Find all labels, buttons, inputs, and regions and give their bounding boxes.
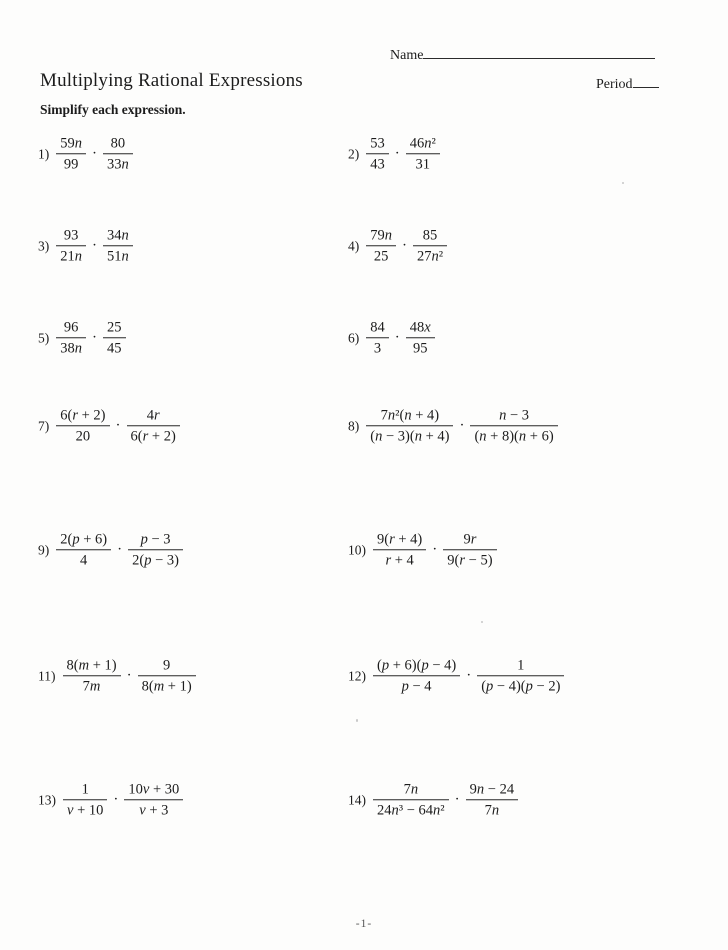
second-fraction-numerator: 9n − 24 [466,781,518,800]
first-fraction-denominator: (n − 3)(n + 4) [370,428,450,445]
first-fraction [56,407,109,444]
multiplication-dot-icon: · [394,145,400,162]
problem-number: 8) [348,418,360,433]
first-fraction-denominator: 21n [60,248,82,265]
second-fraction-numerator: 46n² [406,135,440,154]
second-fraction-numerator: 9r [443,531,496,550]
problem-item [348,227,447,264]
first-fraction [366,319,389,356]
problem-cell [38,407,180,444]
multiplication-dot-icon: · [92,145,97,162]
first-fraction-numerator: 93 [56,227,86,246]
page-number: -1- [355,918,373,930]
problem-row [38,126,700,182]
second-fraction-numerator: 1 [477,657,564,676]
problem-number: 7) [38,418,50,433]
scan-artifact [622,182,624,184]
problem-number: 10) [348,542,366,557]
second-fraction [128,531,183,568]
second-fraction-denominator: 31 [415,156,431,173]
problem-cell [348,781,518,818]
problem-item [348,407,558,444]
first-fraction-numerator: 2(p + 6) [56,531,111,550]
problem-number: 14) [348,792,366,807]
problem-cell [38,657,196,694]
first-fraction-numerator: 7n²(n + 4) [366,407,453,426]
second-fraction-denominator: 95 [412,340,428,357]
problem-cell [348,407,558,444]
problem-number: 6) [348,330,360,345]
first-fraction-denominator: 4 [80,552,88,569]
problem-row [38,648,700,704]
problem-cell [38,781,183,818]
problem-number: 11) [38,668,56,683]
first-fraction-denominator: v + 10 [67,802,104,819]
problem-number: 5) [38,330,50,345]
first-fraction-numerator: 1 [63,781,107,800]
period-label: Period [596,77,633,92]
first-fraction-numerator: 96 [56,319,86,338]
first-fraction [366,135,389,172]
first-fraction [63,781,107,818]
problem-number: 12) [348,668,366,683]
problem-item [348,657,564,694]
first-fraction-numerator: 79n [366,227,396,246]
problem-row [38,398,700,454]
first-fraction [56,531,111,568]
multiplication-dot-icon: · [466,667,472,684]
instructions-text: Simplify each expression. [40,102,186,117]
first-fraction-denominator: 7m [82,678,101,695]
problem-number: 9) [38,542,50,557]
first-fraction [56,319,86,356]
problem-item [38,227,133,264]
first-fraction [56,135,86,172]
second-fraction-numerator: n − 3 [470,407,557,426]
period-row [596,74,659,93]
second-fraction [406,135,440,172]
first-fraction-numerator: 59n [56,135,86,154]
problem-item [348,319,435,356]
problem-item [348,781,518,818]
problem-cell [348,531,497,568]
second-fraction [124,781,183,818]
second-fraction [103,135,133,172]
problem-cell [38,135,133,172]
second-fraction-numerator: 4r [127,407,180,426]
first-fraction [373,531,426,568]
problem-row [38,772,700,828]
second-fraction-denominator: v + 3 [139,802,169,819]
problem-cell [38,227,133,264]
problem-item [38,531,183,568]
first-fraction-numerator: 8(m + 1) [63,657,121,676]
second-fraction-denominator: 7n [484,802,500,819]
problem-number: 2) [348,146,360,161]
second-fraction-numerator: 34n [103,227,133,246]
multiplication-dot-icon: · [432,541,438,558]
first-fraction-denominator: 20 [75,428,91,445]
first-fraction-numerator: 6(r + 2) [56,407,109,426]
second-fraction-numerator: 10v + 30 [124,781,183,800]
second-fraction-denominator: 51n [107,248,129,265]
scan-artifact [481,621,483,623]
first-fraction-denominator: 24n³ − 64n² [377,802,445,819]
second-fraction-denominator: (p − 4)(p − 2) [481,678,561,695]
second-fraction-denominator: 33n [107,156,129,173]
multiplication-dot-icon: · [92,329,97,346]
multiplication-dot-icon: · [126,667,132,684]
multiplication-dot-icon: · [92,237,97,254]
first-fraction-denominator: 99 [63,156,79,173]
first-fraction-denominator: r + 4 [385,552,414,569]
first-fraction-numerator: (p + 6)(p − 4) [373,657,460,676]
problem-cell [38,531,183,568]
second-fraction [443,531,496,568]
multiplication-dot-icon: · [115,417,121,434]
second-fraction-denominator: 2(p − 3) [132,552,179,569]
second-fraction-numerator: p − 3 [128,531,183,550]
first-fraction [373,781,449,818]
problem-row [38,310,700,366]
problem-item [348,531,497,568]
second-fraction-numerator: 80 [103,135,133,154]
first-fraction-denominator: 3 [373,340,382,357]
problem-number: 13) [38,792,56,807]
problem-cell [38,319,126,356]
problem-row [38,522,700,578]
first-fraction-numerator: 9(r + 4) [373,531,426,550]
first-fraction-denominator: 38n [60,340,82,357]
second-fraction [103,319,126,356]
problem-number: 4) [348,238,360,253]
second-fraction-denominator: 6(r + 2) [130,428,176,445]
first-fraction [63,657,121,694]
second-fraction [138,657,196,694]
second-fraction-denominator: 27n² [417,248,444,265]
problem-number: 1) [38,146,50,161]
scan-artifact [356,719,358,722]
second-fraction-denominator: (n + 8)(n + 6) [474,428,554,445]
multiplication-dot-icon: · [394,329,400,346]
period-blank-line [633,74,659,88]
second-fraction [127,407,180,444]
second-fraction-numerator: 9 [138,657,196,676]
problem-cell [348,227,447,264]
page-title: Multiplying Rational Expressions [40,70,303,91]
name-blank-line [423,44,655,59]
multiplication-dot-icon: · [113,791,119,808]
multiplication-dot-icon: · [459,417,465,434]
first-fraction-denominator: p − 4 [401,678,432,695]
problem-cell [348,657,564,694]
second-fraction [477,657,564,694]
problem-item [38,319,126,356]
first-fraction [366,407,453,444]
problem-cell [348,135,440,172]
name-label: Name [390,48,424,63]
first-fraction-numerator: 7n [373,781,449,800]
problem-item [38,657,196,694]
second-fraction [466,781,518,818]
problem-item [38,407,180,444]
name-row [390,44,655,64]
second-fraction [413,227,447,264]
problem-cell [348,319,435,356]
multiplication-dot-icon: · [117,541,123,558]
multiplication-dot-icon: · [402,237,407,254]
first-fraction-numerator: 53 [366,135,389,154]
second-fraction-denominator: 45 [107,340,122,357]
second-fraction [470,407,557,444]
problem-item [38,781,183,818]
second-fraction [406,319,435,356]
problem-number: 3) [38,238,50,253]
problem-item [348,135,440,172]
second-fraction-denominator: 8(m + 1) [141,678,192,695]
first-fraction [366,227,396,264]
first-fraction-denominator: 43 [370,156,385,173]
second-fraction [103,227,133,264]
second-fraction-numerator: 25 [103,319,126,338]
first-fraction-numerator: 84 [366,319,389,338]
multiplication-dot-icon: · [454,791,460,808]
problem-row [38,218,700,274]
second-fraction-denominator: 9(r − 5) [447,552,493,569]
first-fraction [56,227,86,264]
second-fraction-numerator: 48x [406,319,435,338]
problem-item [38,135,133,172]
first-fraction-denominator: 25 [373,248,389,265]
second-fraction-numerator: 85 [413,227,447,246]
first-fraction [373,657,460,694]
